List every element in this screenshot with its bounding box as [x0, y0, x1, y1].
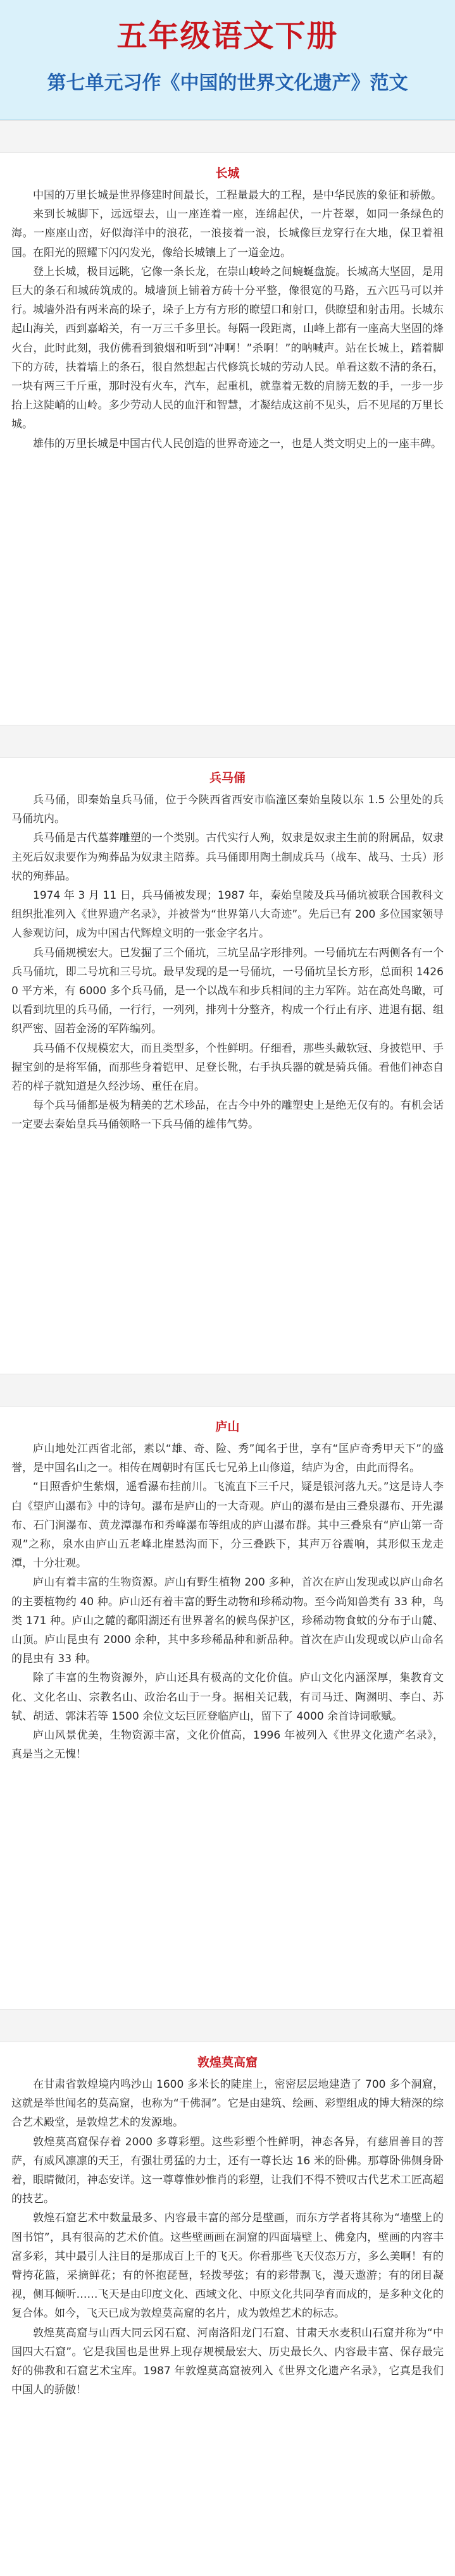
paragraph: 除了丰富的生物资源外，庐山还具有极高的文化价值。庐山文化内涵深厚，集教育文化、文化名山、宗教名山、政治名山于一身。据相关记载，有司马迁、陶渊明、李白、苏轼、胡适、郭沫若等 1500 余位文坛巨匠登临庐山，留下了 4000 余首诗词歌赋。 [11, 1672, 444, 1723]
paragraph: 兵马俑，即秦始皇兵马俑，位于今陕西省西安市临潼区秦始皇陵以东 1.5 公里处的兵马俑坑内。 [11, 794, 444, 826]
paragraph: 在甘肃省敦煌境内鸣沙山 1600 多米长的陡崖上，密密层层地建造了 700 多个洞窟，这就是举世闻名的莫高窟，也称为“千佛洞”。它是由建筑、绘画、彩塑组成的博大精深的综合艺术殿堂，是敦煌艺术的发源地。 [11, 2078, 444, 2129]
paragraph: 登上长城，极目远眺，它像一条长龙，在崇山峻岭之间蜿蜒盘旋。长城高大坚固，是用巨大的条石和城砖筑成的。城墙顶上铺着方砖十分平整，像很宽的马路，五六匹马可以并行。城墙外沿有两米高的垛子，垛子上方有方形的瞭望口和射口，供瞭望和射击用。长城东起山海关，西到嘉峪关，有一万三千多里长。每隔一段距离，山峰上都有一座高大坚固的烽火台，此时此刻，我仿佛看到狼烟和听到“冲啊！”杀啊！”的呐喊声。站在长城上，踏着脚下的方砖，扶着墙上的条石，很自然想起古代修筑长城的劳动人民。单看这数不清的条石，一块有两三千斤重，那时没有火车，汽车，起重机，就靠着无数的肩膀无数的手，一步一步抬上这陡峭的山岭。多少劳动人民的血汗和智慧，才凝结成这前不见头，后不见尾的万里长城。 [11, 265, 444, 431]
page-header [0, 0, 455, 120]
section-divider [0, 120, 455, 153]
section-title: 兵马俑 [209, 771, 246, 785]
paragraph: 敦煌石窟艺术中数量最多、内容最丰富的部分是壁画，而东方学者将其称为“墙壁上的图书馆”，具有很高的艺术价值。这些壁画画在洞窟的四面墙壁上、佛龛内，壁画的内容丰富多彩，其中最引人注目的是那成百上千的飞天。你看那些飞天仪态万方，多么美啊！有的臂挎花篮，采摘鲜花；有的怀抱琵琶，轻拨琴弦；有的彩带飘飞，漫天遨游；有的闭目凝视，侧耳倾听……飞天是由印度文化、西域文化、中原文化共同孕育而成的，是多种文化的复合体。如今，飞天已成为敦煌莫高窟的名片，成为敦煌艺术的标志。 [11, 2212, 444, 2320]
section-divider [0, 725, 455, 758]
paragraph: “日照香炉生紫烟，遥看瀑布挂前川。飞流直下三千尺，疑是银河落九天。”这是诗人李白《望庐山瀑布》中的诗句。瀑布是庐山的一大奇观。庐山的瀑布是由三叠泉瀑布、开先瀑布、石门涧瀑布、黄龙潭瀑布和秀峰瀑布等组成的庐山瀑布群。其中三叠泉有“庐山第一奇观”之称，泉水由庐山五老峰北崖悬沟而下，分三叠跌下，其声万谷震响，其形似玉龙走潭，十分壮观。 [11, 1481, 444, 1570]
section-divider [0, 1374, 455, 1407]
section-great-wall [0, 153, 455, 725]
paragraph: 来到长城脚下，远远望去，山一座连着一座，连绵起伏，一片苍翠，如同一条绿色的海。一座座山峦，好似海洋中的浪花，一浪接着一浪，长城像巨龙穿行在大地，保卫着祖国。在阳光的照耀下闪闪发光，像给长城镶上了一道金边。 [11, 208, 444, 259]
paragraph: 兵马俑不仅规模宏大，而且类型多，个性鲜明。仔细看，那些头戴软冠、身披铠甲、手握宝剑的是将军俑，而那些身着铠甲、足登长靴，右手执兵器的就是骑兵俑。看他们神态自若的样子就知道是久经沙场、重任在肩。 [11, 1042, 444, 1094]
section-divider [0, 2009, 455, 2042]
paragraph: 中国的万里长城是世界修建时间最长，工程量最大的工程，是中华民族的象征和骄傲。 [33, 189, 442, 202]
paragraph: 雄伟的万里长城是中国古代人民创造的世界奇迹之一，也是人类文明史上的一座丰碑。 [33, 437, 442, 450]
section-lushan [0, 1407, 455, 2009]
section-title: 长城 [215, 166, 240, 180]
paragraph: 庐山地处江西省北部，素以“雄、奇、险、秀”闻名于世，享有“匡庐奇秀甲天下”的盛誉，是中国名山之一。相传在周朝时有匡氏七兄弟上山修道，结庐为舍，由此而得名。 [11, 1443, 444, 1475]
paragraph: 庐山风景优美，生物资源丰富，文化价值高，1996 年被列入《世界文化遗产名录》，真是当之无愧！ [11, 1729, 444, 1761]
paragraph: 敦煌莫高窟保存着 2000 多尊彩塑。这些彩塑个性鲜明，神态各异，有慈眉善目的菩萨，有威风凛凛的天王，有强壮勇猛的力士，还有一尊长达 16 米的卧佛。那尊卧佛侧身卧着，眼睛微闭，神态安详。这一尊尊惟妙惟肖的彩塑，让我们不得不赞叹古代艺术工匠高超的技艺。 [11, 2135, 444, 2206]
paragraph: 兵马俑是古代墓葬雕塑的一个类别。古代实行人殉，奴隶是奴隶主生前的附属品，奴隶主死后奴隶要作为殉葬品为奴隶主陪葬。兵马俑即用陶土制成兵马（战车、战马、士兵）形状的殉葬品。 [11, 832, 444, 883]
paragraph: 1974 年 3 月 11 日，兵马俑被发现；1987 年，秦始皇陵及兵马俑坑被联合国教科文组织批准列入《世界遗产名录》，并被誉为“世界第八大奇迹”。先后已有 200 多位国家领导人参观访问，成为中国古代辉煌文明的一张金字名片。 [11, 889, 444, 940]
page-subtitle: 第七单元习作《中国的世界文化遗产》范文 [47, 72, 408, 94]
paragraph: 兵马俑规模宏大。已发掘了三个俑坑，三坑呈品字形排列。一号俑坑左右两侧各有一个兵马俑坑，即二号坑和三号坑。最早发现的是一号俑坑，一号俑坑呈长方形，总面积 14260 平方米，有 6000 多个兵马俑，是一个以战车和步兵相间的主力军阵。站在高处鸟瞰，可以看到坑里的兵马俑，一行行，一列列，排列十分整齐，构成一个行止有序、进退有据、组织严密、固若金汤的军阵编列。 [11, 946, 444, 1036]
paragraph: 敦煌莫高窟与山西大同云冈石窟、河南洛阳龙门石窟、甘肃天水麦积山石窟并称为“中国四大石窟”。它是我国也是世界上现存规模最宏大、历史最长久、内容最丰富、保存最完好的佛教和石窟艺术宝库。1987 年敦煌莫高窟被列入《世界文化遗产名录》，它真是我们中国人的骄傲！ [11, 2326, 444, 2397]
page-title: 五年级语文下册 [116, 18, 339, 54]
section-title: 敦煌莫高窟 [197, 2055, 258, 2069]
section-title: 庐山 [215, 1420, 240, 1434]
section-terracotta-army [0, 758, 455, 1374]
paragraph: 每个兵马俑都是极为精美的艺术珍品，在古今中外的雕塑史上是绝无仅有的。有机会话一定要去秦始皇兵马俑领略一下兵马俑的雄伟气势。 [11, 1099, 444, 1131]
paragraph: 庐山有着丰富的生物资源。庐山有野生植物 200 多种，首次在庐山发现或以庐山命名的主要植物约 40 种。庐山还有着丰富的野生动物和珍稀动物。至今尚知兽类有 33 种，鸟类 171 种。庐山之麓的鄱阳湖还有世界著名的候鸟保护区，珍稀动物食蚊的分布于山麓、山顶。庐山昆虫有 2000 余种，其中多珍稀品种和新品种。首次在庐山发现或以庐山命名的昆虫有 33 种。 [11, 1576, 444, 1666]
section-mogao-caves [0, 2042, 455, 2545]
